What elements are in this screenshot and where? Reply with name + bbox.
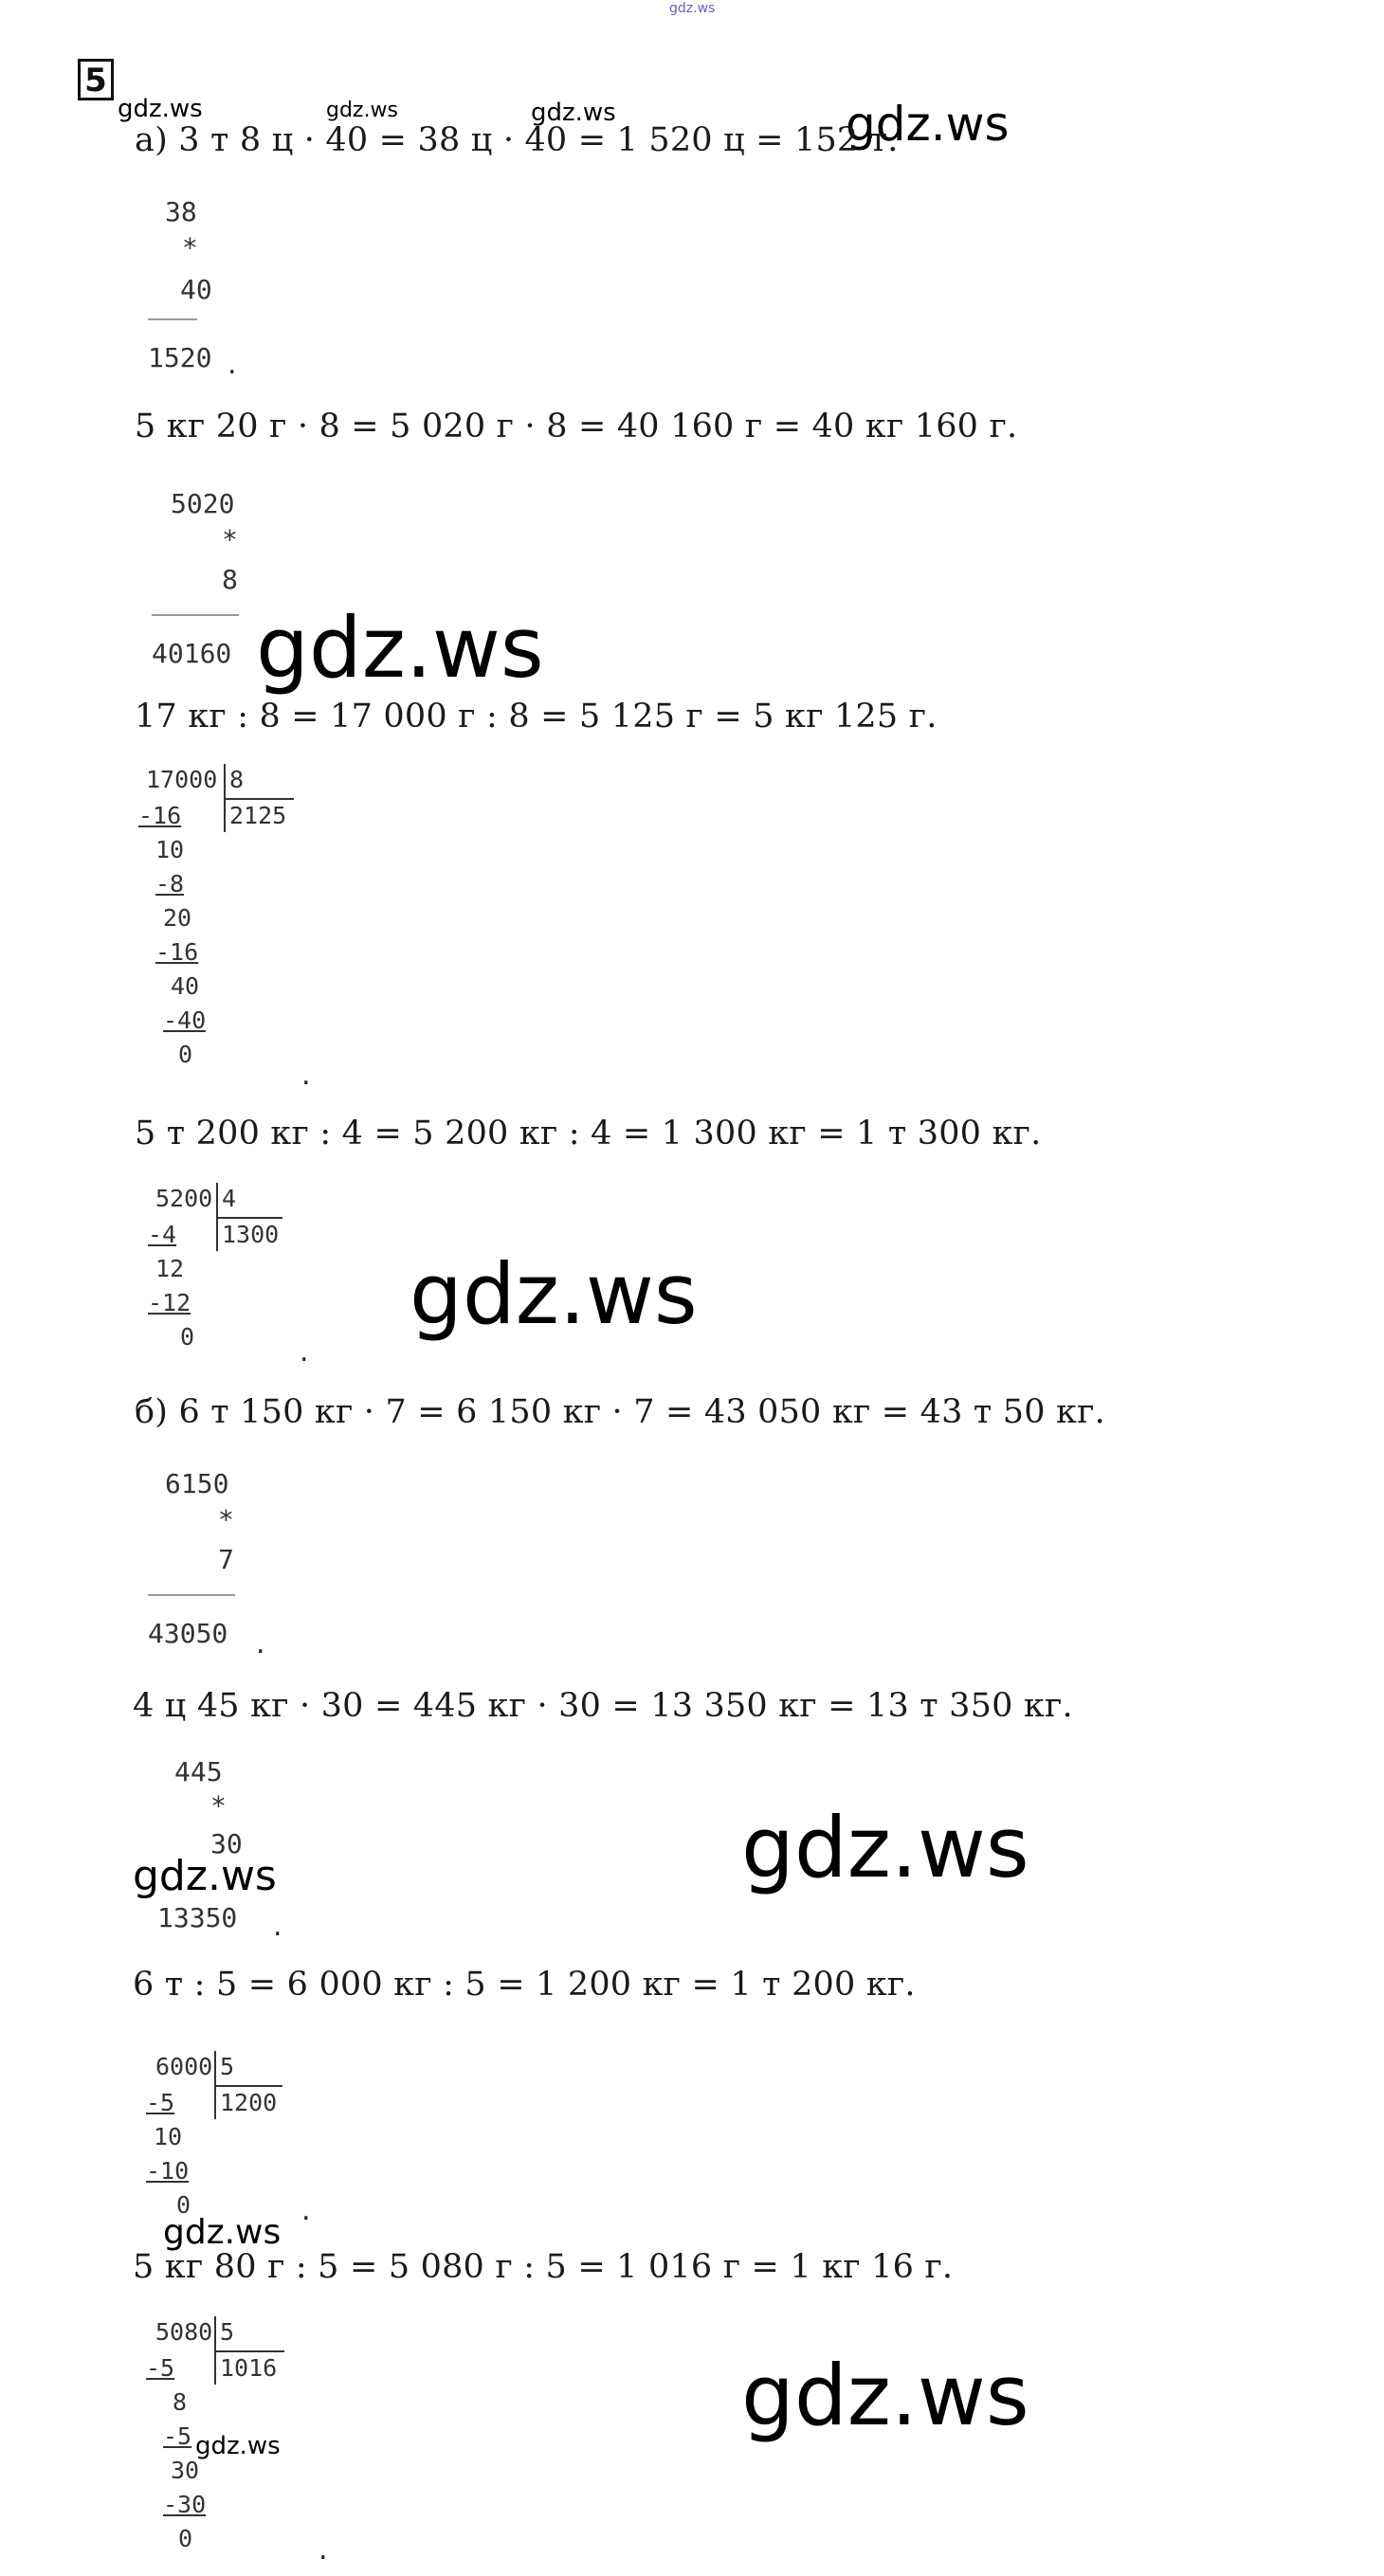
calc-b2-result: 13350 xyxy=(157,1902,238,1933)
watermark: gdz.ws xyxy=(741,1799,1029,1896)
div-a4-step: 0 xyxy=(180,1323,195,1351)
div-b3-step: 0 xyxy=(176,2191,191,2219)
div-b4-step: -5 xyxy=(146,2354,175,2382)
div-a3-step: 20 xyxy=(163,904,192,932)
equation-a2: 5 кг 20 г · 8 = 5 020 г · 8 = 40 160 г = 40 кг 160 г. xyxy=(135,408,1018,445)
calc-a1-result: 1520 xyxy=(148,342,212,373)
period-mark: . xyxy=(301,2194,311,2227)
div-b4-dividend: 5080 xyxy=(155,2318,213,2346)
calc-a2-bottom: 8 xyxy=(222,564,238,595)
period-mark: . xyxy=(300,1335,309,1369)
div-b3-step: -10 xyxy=(146,2157,190,2185)
calc-a2-result: 40160 xyxy=(152,638,232,669)
watermark: gdz.ws xyxy=(326,99,398,122)
period-mark: . xyxy=(228,348,237,381)
calc-b1-top: 6150 xyxy=(165,1468,229,1499)
div-b4-step: 30 xyxy=(171,2457,200,2484)
calc-b1-rule xyxy=(148,1594,235,1596)
div-b4-quotient: 1016 xyxy=(220,2354,278,2382)
watermark: gdz.ws xyxy=(195,2432,281,2460)
equation-a4: 5 т 200 кг : 4 = 5 200 кг : 4 = 1 300 кг = 1 т 300 кг. xyxy=(135,1115,1042,1152)
calc-a1-rule xyxy=(148,318,197,320)
watermark: gdz.ws xyxy=(163,2213,282,2252)
task-number-badge: 5 xyxy=(78,59,114,100)
calc-b1-result: 43050 xyxy=(148,1618,228,1649)
calc-b2-top: 445 xyxy=(174,1756,223,1787)
div-a4-step: -12 xyxy=(148,1289,191,1316)
period-mark: . xyxy=(273,1910,282,1943)
period-mark: . xyxy=(301,1059,311,1092)
div-a3-step: -40 xyxy=(163,1007,207,1034)
div-b4-step: 0 xyxy=(178,2525,193,2552)
calc-a2-top: 5020 xyxy=(171,488,235,519)
div-a4-step: 12 xyxy=(155,1255,185,1282)
calc-b1-bottom: 7 xyxy=(218,1544,234,1575)
watermark: gdz.ws xyxy=(256,599,544,697)
calc-b1-op: * xyxy=(218,1504,234,1535)
calc-b2-bottom: 30 xyxy=(210,1828,243,1859)
period-mark: . xyxy=(256,1627,265,1660)
div-a3-step: -16 xyxy=(138,802,182,829)
div-a3-step: 10 xyxy=(155,836,185,863)
calc-a1-top: 38 xyxy=(165,196,197,227)
div-a3-quotient-rule xyxy=(226,798,294,800)
div-a3-step: 0 xyxy=(178,1041,193,1068)
top-watermark: gdz.ws xyxy=(669,1,716,16)
div-b4-step: -5 xyxy=(163,2422,192,2450)
div-b3-quotient-rule xyxy=(216,2085,282,2087)
calc-a2-rule xyxy=(152,614,239,616)
div-a3-step: 40 xyxy=(171,972,200,1000)
div-b3-step: 10 xyxy=(154,2123,183,2150)
equation-b4: 5 кг 80 г : 5 = 5 080 г : 5 = 1 016 г = 1 кг 16 г. xyxy=(133,2248,954,2286)
div-b4-quotient-rule xyxy=(216,2350,284,2352)
equation-b1: б) 6 т 150 кг · 7 = 6 150 кг · 7 = 43 050 кг = 43 т 50 кг. xyxy=(135,1393,1105,1431)
div-a4-divisor: 4 xyxy=(222,1185,237,1212)
div-a3-step: -8 xyxy=(155,870,185,898)
watermark: gdz.ws xyxy=(410,1245,698,1343)
div-a4-quotient: 1300 xyxy=(222,1221,280,1248)
calc-a2-op: * xyxy=(222,524,238,555)
div-a3-step: -16 xyxy=(155,938,199,966)
div-a4-quotient-rule xyxy=(218,1217,282,1219)
div-b3-divisor: 5 xyxy=(220,2053,235,2080)
div-a3-quotient: 2125 xyxy=(229,802,287,829)
div-a4-step: -4 xyxy=(148,1221,177,1248)
div-b4-step: -30 xyxy=(163,2491,207,2518)
calc-a1-op: * xyxy=(182,232,198,263)
div-a3-divisor: 8 xyxy=(229,766,245,793)
equation-b2: 4 ц 45 кг · 30 = 445 кг · 30 = 13 350 кг = 13 т 350 кг. xyxy=(133,1687,1073,1725)
div-b3-dividend: 6000 xyxy=(155,2053,213,2080)
div-b3-step: -5 xyxy=(146,2089,175,2116)
equation-a3: 17 кг : 8 = 17 000 г : 8 = 5 125 г = 5 кг 125 г. xyxy=(135,698,938,735)
watermark: gdz.ws xyxy=(531,99,616,127)
div-b4-divisor: 5 xyxy=(220,2318,235,2346)
equation-a1: а) 3 т 8 ц · 40 = 38 ц · 40 = 1 520 ц = 152 т. xyxy=(135,121,899,159)
div-b4-step: 8 xyxy=(173,2388,188,2416)
div-a3-dividend: 17000 xyxy=(146,766,218,793)
watermark: gdz.ws xyxy=(846,97,1010,152)
equation-b3: 6 т : 5 = 6 000 кг : 5 = 1 200 кг = 1 т 200 кг. xyxy=(133,1966,916,2004)
calc-a1-bottom: 40 xyxy=(180,274,212,305)
calc-b2-op: * xyxy=(210,1790,227,1822)
watermark: gdz.ws xyxy=(741,2347,1029,2444)
watermark: gdz.ws xyxy=(118,95,203,123)
div-b3-quotient: 1200 xyxy=(220,2089,278,2116)
watermark: gdz.ws xyxy=(133,1852,277,1900)
period-mark: . xyxy=(319,2533,328,2567)
div-a4-dividend: 5200 xyxy=(155,1185,213,1212)
